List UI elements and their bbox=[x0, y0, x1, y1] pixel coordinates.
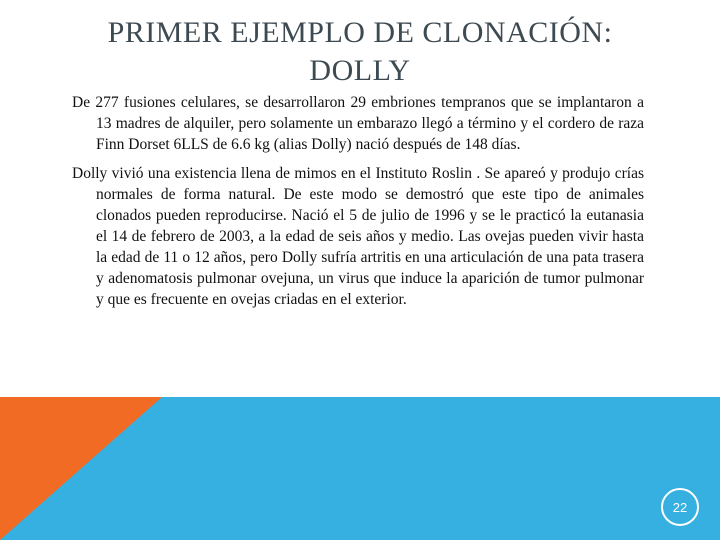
slide-title bbox=[60, 14, 660, 90]
slide-body bbox=[72, 92, 644, 318]
paragraph-dolly-vida: Dolly vivió una existencia llena de mimos en el Instituto Roslin . Se apareó y produjo crías normales de forma natural. De este modo se demostró que este tipo de animales clonados pueden reproducirse. Nació el 5 de julio de 1996 y se le practicó la eutanasia el 14 de febrero de 2003, a la edad de seis años y medio. Las ovejas pueden vivir hasta la edad de 11 o 12 años, pero Dolly sufría artritis en una articulación de una pata trasera y adenomatosis pulmonar ovejuna, un virus que induce la aparición de tumor pulmonar y que es frecuente en ovejas criadas en el exterior. bbox=[72, 165, 644, 308]
paragraph-fusiones: De 277 fusiones celulares, se desarrollaron 29 embriones tempranos que se implantaron a 13 madres de alquiler, pero solamente un embarazo llegó a término y el cordero de raza Finn Dorset 6LLS de 6.6 kg (alias Dolly) nació después de 148 días. bbox=[72, 94, 644, 153]
title-line-2: DOLLY bbox=[309, 54, 411, 87]
title-line-1: PRIMER EJEMPLO DE CLONACIÓN: bbox=[107, 16, 613, 49]
page-number: 22 bbox=[672, 499, 688, 515]
page-number-badge bbox=[661, 488, 699, 526]
